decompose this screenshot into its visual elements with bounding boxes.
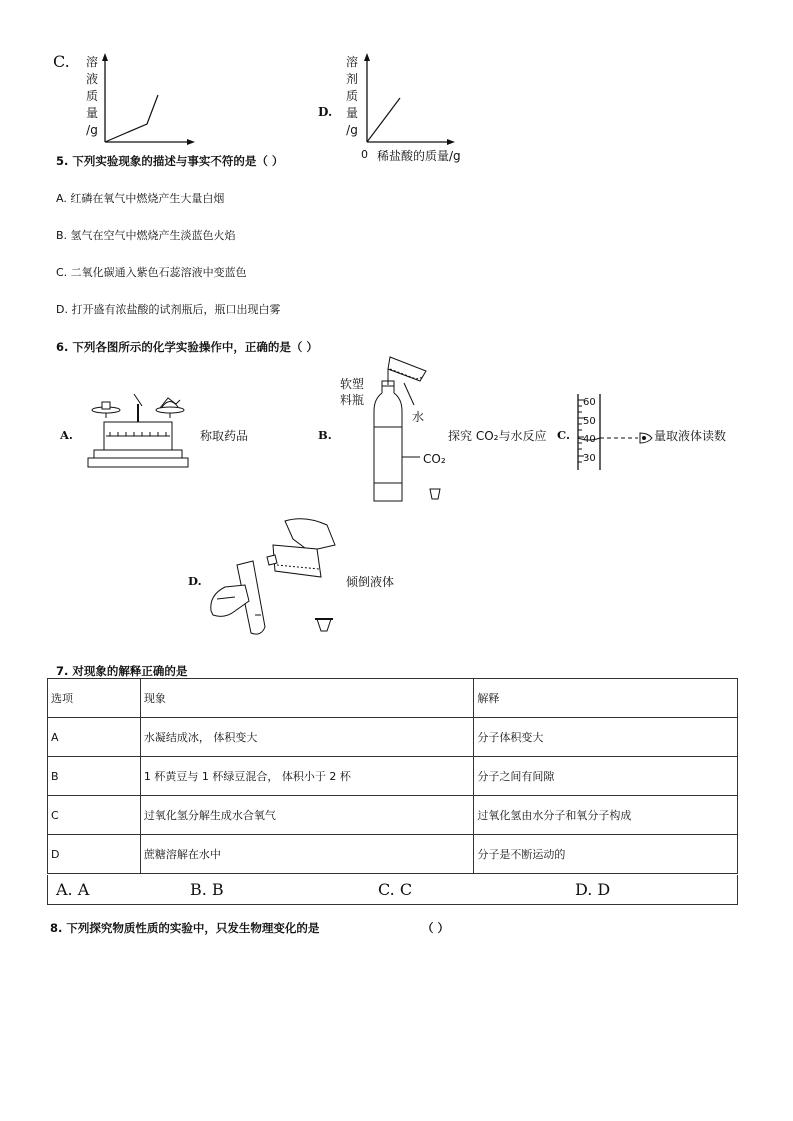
q7-table [47, 678, 738, 874]
table-row [48, 796, 738, 835]
graph-d-axes [362, 50, 462, 150]
question-8-paren: （ ） [422, 921, 450, 935]
table-cell: 水凝结成冰， 体积变大 [140, 718, 474, 757]
balance-illustration [82, 392, 194, 472]
question-5-stem: 5. 下列实验现象的描述与事实不符的是（ ） [56, 154, 284, 168]
graph-d-xlabel: 稀盐酸的质量/g [377, 149, 461, 163]
table-cell: B [48, 757, 141, 796]
q7-answer-b[interactable]: B. B [190, 880, 224, 899]
q6-d-caption: 倾倒液体 [346, 575, 395, 589]
q7-answer-row [47, 875, 738, 905]
q6-c-caption: 量取液体读数 [654, 429, 727, 443]
table-cell: 分子之间有间隙 [474, 757, 738, 796]
table-header-cell: 现象 [140, 679, 474, 718]
question-8-stem: 8. 下列探究物质性质的实验中，只发生物理变化的是 [50, 921, 320, 935]
table-cell: 1 杯黄豆与 1 杯绿豆混合， 体积小于 2 杯 [140, 757, 474, 796]
question-6-stem: 6. 下列各图所示的化学实验操作中，正确的是（ ） [56, 340, 318, 354]
question-5-option-d[interactable]: D. 打开盛有浓盐酸的试剂瓶后，瓶口出现白雾 [56, 303, 281, 316]
table-cell: D [48, 835, 141, 874]
table-header-cell: 解释 [474, 679, 738, 718]
table-header-cell: 选项 [48, 679, 141, 718]
pouring-illustration [205, 515, 345, 641]
table-cell: C [48, 796, 141, 835]
q6-option-c-letter[interactable]: C. [557, 428, 570, 442]
table-cell: A [48, 718, 141, 757]
table-cell: 过氧化氢由水分子和氧分子构成 [474, 796, 738, 835]
graph-d-ylabel: 溶 剂 质 量 /g [345, 55, 358, 137]
table-cell: 蔗糖溶解在水中 [140, 835, 474, 874]
table-row [48, 757, 738, 796]
question-5-option-c[interactable]: C. 二氧化碳通入紫色石蕊溶液中变蓝色 [56, 266, 247, 279]
q7-answer-a[interactable]: A. A [56, 880, 90, 899]
q6-b-water-label: 水 [412, 410, 425, 424]
question-7-stem: 7. 对现象的解释正确的是 [56, 664, 188, 678]
table-row [48, 718, 738, 757]
graph-c-letter: C. [53, 52, 70, 71]
table-header-row [48, 679, 738, 718]
table-cell: 分子是不断运动的 [474, 835, 738, 874]
q6-a-caption: 称取药品 [200, 429, 249, 443]
graph-d-letter: D. [318, 105, 333, 119]
q6-b-bottle-label: 软塑 料瓶 [340, 377, 365, 407]
q7-answer-d[interactable]: D. D [575, 880, 611, 899]
q6-b-co2-label: CO₂ [423, 452, 446, 466]
graph-d-origin: 0 [361, 148, 368, 161]
bottle-illustration [368, 355, 448, 503]
cylinder-ticks: 60 50 40 30 [583, 397, 596, 464]
table-cell: 分子体积变大 [474, 718, 738, 757]
graph-c-axes [100, 50, 200, 150]
graph-c [50, 50, 200, 155]
q6-b-caption: 探究 CO₂与水反应 [448, 429, 547, 443]
graph-d [316, 50, 476, 165]
q6-option-b-letter[interactable]: B. [318, 428, 332, 442]
question-5-option-a[interactable]: A. 红磷在氧气中燃烧产生大量白烟 [56, 192, 225, 205]
q6-option-d-letter[interactable]: D. [188, 574, 202, 588]
table-row [48, 835, 738, 874]
graph-c-ylabel: 溶 液 质 量 /g [85, 55, 98, 137]
q7-answer-c[interactable]: C. C [378, 880, 413, 899]
q6-option-a-letter[interactable]: A. [60, 428, 73, 442]
table-cell: 过氧化氢分解生成水合氧气 [140, 796, 474, 835]
question-5-option-b[interactable]: B. 氢气在空气中燃烧产生淡蓝色火焰 [56, 229, 236, 242]
